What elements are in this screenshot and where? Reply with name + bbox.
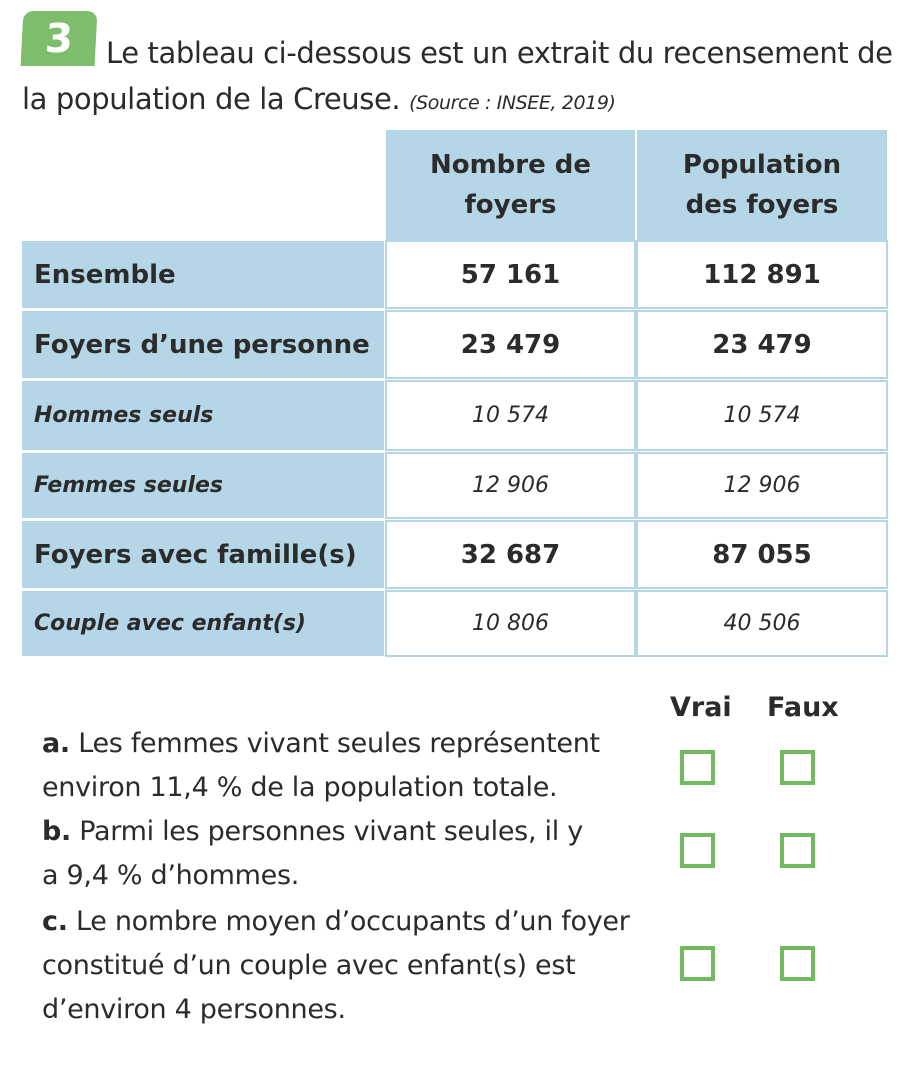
nombre-foyers-cell: 10 806 <box>385 590 636 657</box>
row-label: Couple avec enfant(s) <box>22 591 384 656</box>
population-foyers-cell: 87 055 <box>636 520 888 589</box>
checkbox-a-vrai[interactable] <box>680 750 715 785</box>
checkbox-c-faux[interactable] <box>780 946 815 981</box>
row-label: Foyers avec famille(s) <box>22 521 384 588</box>
question-text: Parmi les personnes vivant seules, il y a 9,4 % d’hommes. <box>42 816 583 891</box>
nombre-foyers-cell: 23 479 <box>385 310 636 379</box>
nombre-foyers-cell: 12 906 <box>385 452 636 519</box>
checkbox-b-faux[interactable] <box>780 833 815 868</box>
exercise-number-badge: 3 <box>21 11 98 66</box>
question-b <box>42 810 602 898</box>
exercise-intro <box>22 30 902 126</box>
population-foyers-cell: 112 891 <box>636 240 888 309</box>
checkbox-c-vrai[interactable] <box>680 946 715 981</box>
intro-text: Le tableau ci-dessous est un extrait du recensement de la population de la Creuse. <box>22 36 893 116</box>
question-c <box>42 900 632 1032</box>
question-text: Le nombre moyen d’occupants d’un foyer constitué d’un couple avec enfant(s) est d’environ 4 personnes. <box>42 906 630 1025</box>
question-a <box>42 722 642 810</box>
row-label: Foyers d’une personne <box>22 311 384 378</box>
question-letter: b. <box>42 816 71 847</box>
question-text: Les femmes vivant seules représentent environ 11,4 % de la population totale. <box>42 728 600 803</box>
row-label: Hommes seuls <box>22 381 384 450</box>
population-foyers-cell: 12 906 <box>636 452 888 519</box>
row-label: Ensemble <box>22 241 384 308</box>
header-population-foyers: Population des foyers <box>637 130 887 240</box>
question-letter: a. <box>42 728 70 759</box>
checkbox-b-vrai[interactable] <box>680 833 715 868</box>
population-foyers-cell: 40 506 <box>636 590 888 657</box>
checkbox-a-faux[interactable] <box>780 750 815 785</box>
nombre-foyers-cell: 32 687 <box>385 520 636 589</box>
nombre-foyers-cell: 10 574 <box>385 380 636 451</box>
header-nombre-foyers: Nombre de foyers <box>386 130 635 240</box>
nombre-foyers-cell: 57 161 <box>385 240 636 309</box>
question-letter: c. <box>42 906 68 937</box>
vrai-column-header: Vrai <box>670 692 732 723</box>
source-note: (Source : INSEE, 2019) <box>409 92 616 114</box>
faux-column-header: Faux <box>767 692 839 723</box>
population-foyers-cell: 10 574 <box>636 380 888 451</box>
population-foyers-cell: 23 479 <box>636 310 888 379</box>
row-label: Femmes seules <box>22 453 384 518</box>
